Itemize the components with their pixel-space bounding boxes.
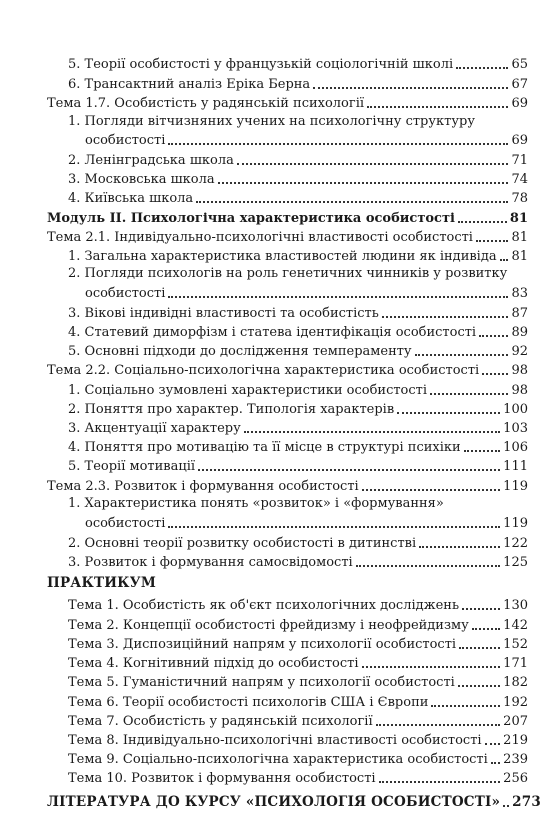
practicum-entry <box>47 615 528 634</box>
toc-entry-page: 256 <box>503 771 528 786</box>
toc-entry-page: 207 <box>503 714 528 729</box>
toc-entry-label: 5. Теорії особистості у французькій соціологічній школі <box>68 57 454 72</box>
leader-dots <box>367 106 508 108</box>
practicum-entry <box>47 634 528 653</box>
toc-entry-label: Тема 1. Особистість як об'єкт психологічних досліджень <box>68 598 460 613</box>
toc-entry <box>47 322 528 341</box>
toc-entry-label: 3. Акцентуації характеру <box>68 421 241 436</box>
leader-dots <box>458 221 507 223</box>
leader-dots <box>472 628 500 630</box>
toc-entry-label: Тема 2.1. Індивідуально-психологічні властивості особистості <box>47 230 473 245</box>
toc-entry <box>47 130 528 149</box>
toc-entry-label: Тема 3. Диспозиційний напрям у психології особистості <box>68 637 457 652</box>
toc-entry-label: Тема 1.7. Особистість у радянській психології <box>47 96 365 111</box>
toc-entry-page: 106 <box>503 440 528 455</box>
toc-entry-label: Тема 2.3. Розвиток і формування особистості <box>47 479 359 494</box>
toc-entry <box>47 246 528 265</box>
literature-entry <box>47 792 541 811</box>
leader-dots <box>244 431 500 433</box>
leader-dots <box>313 87 508 89</box>
toc-entry-page: 81 <box>511 230 528 245</box>
leader-dots <box>237 163 509 165</box>
toc-entry-label: Тема 2.2. Соціально-психологічна характеристика особистості <box>47 363 480 378</box>
leader-dots <box>218 182 509 184</box>
toc-entry-label: 5. Основні підходи до дослідження темпераменту <box>68 344 412 359</box>
toc-entry-page: 119 <box>503 479 528 494</box>
toc-entry-label: Тема 5. Гуманістичний напрям у психології особистості <box>68 675 455 690</box>
toc-entry-page: 142 <box>503 618 528 633</box>
toc-entry <box>47 456 528 475</box>
toc-entry-page: 103 <box>503 421 528 436</box>
leader-dots <box>479 335 508 337</box>
practicum-entry <box>47 672 528 691</box>
toc-entry-label: 1. Погляди вітчизняних учених на психологічну структуру <box>68 114 475 129</box>
toc-entry <box>47 283 528 302</box>
leader-dots <box>362 489 500 491</box>
toc-entry-page: 81 <box>509 211 528 226</box>
toc-entry-page: 239 <box>503 752 528 767</box>
toc-entry <box>47 188 528 207</box>
toc-entry-label: 1. Характеристика понять «розвиток» і «формування» <box>68 496 444 511</box>
toc-entry-page: 98 <box>511 383 528 398</box>
toc-entry-page: 100 <box>503 402 528 417</box>
toc-entry-page: 119 <box>503 516 528 531</box>
leader-dots <box>168 143 508 145</box>
toc-topic <box>47 227 528 246</box>
toc-entry-label: 3. Московська школа <box>68 172 215 187</box>
toc-entry <box>47 399 528 418</box>
toc-entry <box>47 513 528 532</box>
toc-entry-label: Тема 7. Особистість у радянській психології <box>68 714 373 729</box>
toc-entry-page: 78 <box>511 191 528 206</box>
toc-entry-page: 92 <box>511 344 528 359</box>
toc-entry-label: 3. Вікові індивідні властивості та особистість <box>68 306 379 321</box>
toc-entry-page: 122 <box>503 536 528 551</box>
leader-dots <box>168 296 508 298</box>
toc-entry-label: Тема 4. Когнітивний підхід до особистості <box>68 656 359 671</box>
toc-entry-continuation: особистості <box>85 516 166 531</box>
toc-entry-label: 2. Погляди психологів на роль генетичних чинників у розвитку <box>68 266 508 281</box>
toc-entry-label: 3. Розвиток і формування самосвідомості <box>68 555 353 570</box>
practicum-heading: ПРАКТИКУМ <box>47 575 156 591</box>
leader-dots <box>376 724 501 726</box>
toc-entry-page: 81 <box>511 249 528 264</box>
toc-entry <box>47 169 528 188</box>
practicum-entry <box>47 749 528 768</box>
leader-dots <box>196 201 508 203</box>
toc-entry-page: 89 <box>511 325 528 340</box>
toc-entry-page: 87 <box>511 306 528 321</box>
toc-entry-label: 4. Київська школа <box>68 191 194 206</box>
toc-entry-page: 69 <box>511 96 528 111</box>
toc-topic <box>47 476 528 495</box>
toc-entry-page: 71 <box>511 153 528 168</box>
toc-entry-page: 74 <box>511 172 528 187</box>
toc-entry-page: 67 <box>511 77 528 92</box>
toc-entry-label: 4. Поняття про мотивацію та її місце в структурі психіки <box>68 440 461 455</box>
practicum-entry <box>47 653 528 672</box>
leader-dots <box>198 469 500 471</box>
toc-entry-page: 171 <box>503 656 528 671</box>
leader-dots <box>464 450 500 452</box>
leader-dots <box>485 743 501 745</box>
toc-entry <box>47 150 528 169</box>
toc-entry-label: 2. Основні теорії розвитку особистості в дитинстві <box>68 536 417 551</box>
toc-topic <box>47 93 528 112</box>
toc-entry-label: Тема 8. Індивідуально-психологічні властивості особистості <box>68 733 482 748</box>
toc-entry <box>47 533 528 552</box>
leader-dots <box>459 647 500 649</box>
toc-entry-label: 5. Теорії мотивації <box>68 459 196 474</box>
toc-entry-page: 152 <box>503 637 528 652</box>
toc-entry-label: 2. Поняття про характер. Типологія характерів <box>68 402 395 417</box>
toc-entry-continuation: особистості <box>85 133 166 148</box>
leader-dots <box>382 316 509 318</box>
toc-entry <box>47 341 528 360</box>
practicum-entry <box>47 768 528 787</box>
toc-entry-label: 6. Трансактний аналіз Еріка Берна <box>68 77 311 92</box>
toc-entry-continuation: особистості <box>85 286 166 301</box>
leader-dots <box>482 373 508 375</box>
toc-entry <box>47 418 528 437</box>
toc-entry-label: Модуль II. Психологічна характеристика особистості <box>47 211 455 226</box>
leader-dots <box>456 67 508 69</box>
toc-entry-label: Тема 10. Розвиток і формування особистості <box>68 771 376 786</box>
toc-entry-label: 1. Соціально зумовлені характеристики особистості <box>68 383 428 398</box>
toc-entry <box>47 74 528 93</box>
leader-dots <box>458 685 500 687</box>
toc-entry-label: 4. Статевий диморфізм і статева ідентифікація особистості <box>68 325 477 340</box>
leader-dots <box>362 666 501 668</box>
toc-entry <box>47 552 528 571</box>
toc-entry-page: 273 <box>512 794 541 810</box>
toc-entry-page: 182 <box>503 675 528 690</box>
toc-entry <box>47 380 528 399</box>
toc-entry-page: 111 <box>503 459 528 474</box>
toc-entry <box>47 303 528 322</box>
leader-dots <box>430 393 508 395</box>
toc-entry-label: Тема 6. Теорії особистості психологів США і Європи <box>68 695 429 710</box>
practicum-entry <box>47 730 528 749</box>
toc-entry-page: 69 <box>511 133 528 148</box>
toc-topic <box>47 360 528 379</box>
practicum-entry <box>47 711 528 730</box>
practicum-entry <box>47 595 528 614</box>
leader-dots <box>415 354 509 356</box>
leader-dots <box>491 762 500 764</box>
leader-dots <box>356 565 500 567</box>
toc-entry-label: Тема 9. Соціально-психологічна характеристика особистості <box>68 752 488 767</box>
leader-dots <box>462 608 500 610</box>
leader-dots <box>397 412 500 414</box>
toc-entry <box>47 54 528 73</box>
toc-entry <box>47 437 528 456</box>
toc-entry-page: 192 <box>503 695 528 710</box>
leader-dots <box>168 526 500 528</box>
leader-dots <box>500 259 509 261</box>
toc-module <box>47 208 528 227</box>
toc-entry-page: 98 <box>511 363 528 378</box>
toc-entry-page: 130 <box>503 598 528 613</box>
toc-entry-page: 219 <box>503 733 528 748</box>
leader-dots <box>503 805 509 807</box>
leader-dots <box>476 240 508 242</box>
leader-dots <box>379 781 501 783</box>
toc-entry-label: 1. Загальна характеристика властивостей людини як індивіда <box>68 249 497 264</box>
leader-dots <box>419 546 500 548</box>
practicum-entry <box>47 692 528 711</box>
toc-entry-page: 83 <box>511 286 528 301</box>
toc-entry-label: Тема 2. Концепції особистості фрейдизму і неофрейдизму <box>68 618 469 633</box>
toc-entry-page: 65 <box>511 57 528 72</box>
toc-entry-label: 2. Ленінградська школа <box>68 153 234 168</box>
leader-dots <box>431 705 500 707</box>
toc-entry-label: ЛІТЕРАТУРА ДО КУРСУ «ПСИХОЛОГІЯ ОСОБИСТОСТІ» <box>47 794 501 810</box>
toc-entry-page: 125 <box>503 555 528 570</box>
